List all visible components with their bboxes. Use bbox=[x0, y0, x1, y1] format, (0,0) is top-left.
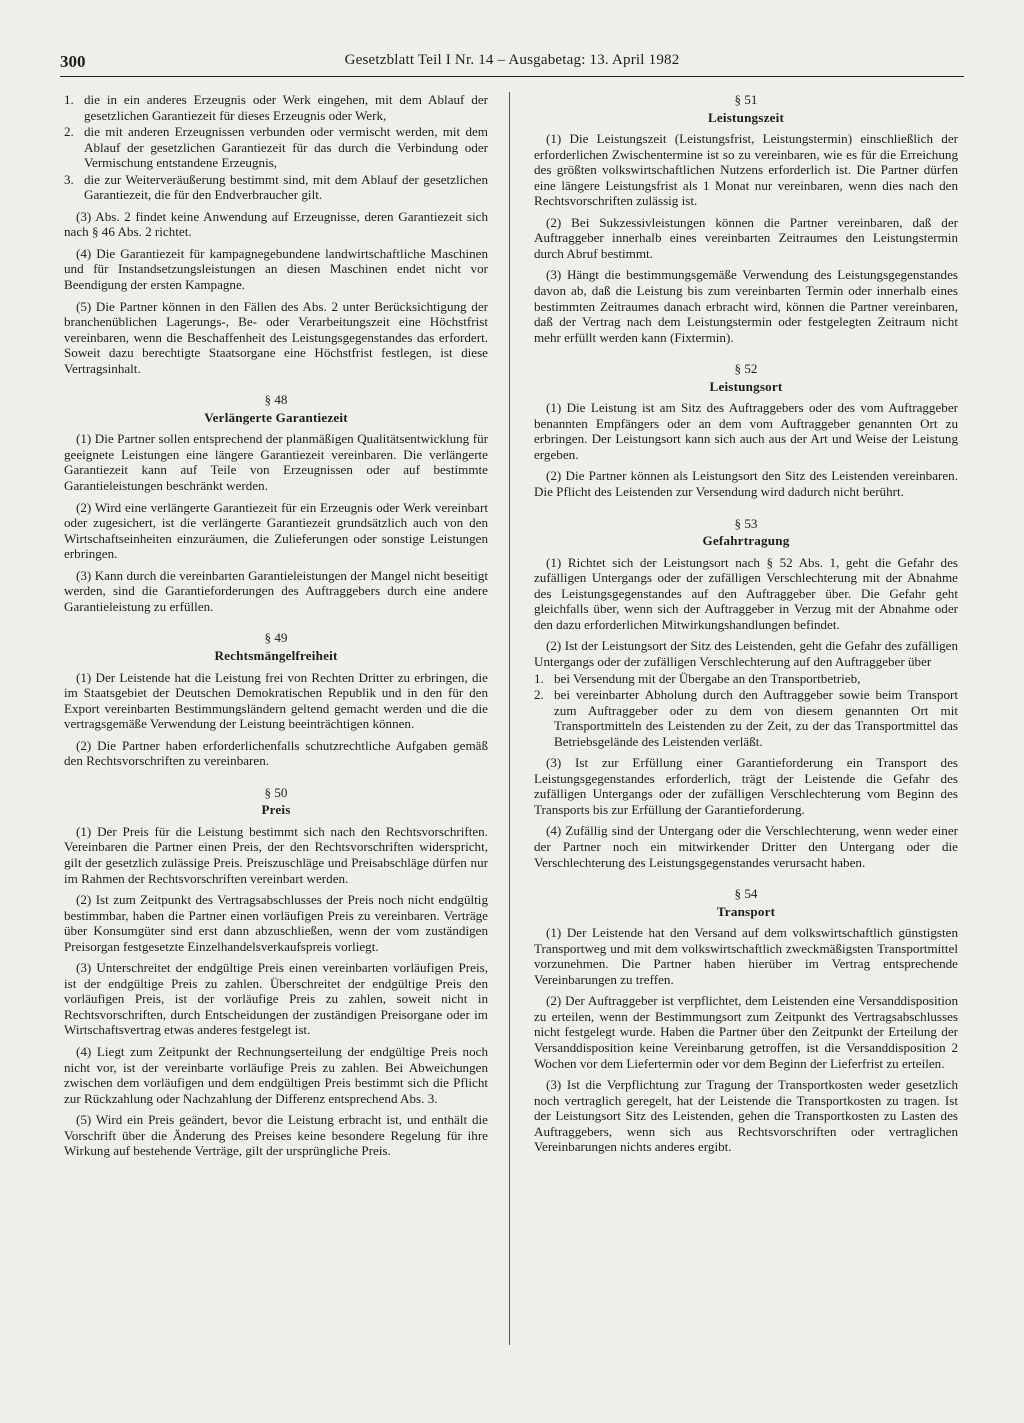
list-item bbox=[534, 671, 958, 687]
paragraph: (3) Hängt die bestimmungsgemäße Verwendung des Leistungsgegenstandes davon ab, daß die Leistung bis zum vereinbarten Termin oder innerhalb eines bestimmten Zeitraumes danach erbracht wird, können die Partner vereinbaren, daß der Vertrag nach dem Leistungstermin oder festgelegten Zeitraum nicht mehr erfüllt werden kann (Fixtermin). bbox=[534, 267, 958, 345]
section-title: Gefahrtragung bbox=[702, 533, 790, 549]
paragraph: (5) Wird ein Preis geändert, bevor die Leistung erbracht ist, und enthält die Vorschrift über die Änderung des Preises keine besondere Regelung für ihre Wirkung auf bestehende Verträge, gilt der ursprüngliche Preis. bbox=[64, 1112, 488, 1159]
section-number: § 48 bbox=[264, 392, 288, 408]
paragraph: (3) Ist zur Erfüllung einer Garantieforderung ein Transport des Leistungsgegenstandes erforderlich, trägt der Leistende die Gefahr des zufälligen Untergangs oder der zufälligen Verschlechterung vom Beginn des Transports bis zur Erfüllung der Garantieforderung. bbox=[534, 755, 958, 817]
right-column bbox=[534, 92, 958, 1161]
list-item bbox=[64, 92, 488, 123]
paragraph: (2) Ist zum Zeitpunkt des Vertragsabschlusses der Preis noch nicht endgültig bestimmbar, haben die Partner einen vorläufigen Preis zu vereinbaren. Verträge über Konsumgüter sind erst dann abzuschließen, wenn der vom zuständigen Preisorgan festgesetzte Einzelhandelsverkaufspreis vorliegt. bbox=[64, 892, 488, 954]
list-number: 2. bbox=[534, 687, 544, 703]
list-item bbox=[534, 687, 958, 749]
paragraph: (1) Der Leistende hat die Leistung frei von Rechten Dritter zu erbringen, die im Staatsgebiet der Deutschen Demokratischen Republik und in den für den Export vereinbarten Bestimmungsländern geltend gemacht werden und die die vertragsgemäße Verwendung der Leistung beeinträchtigen können. bbox=[64, 669, 488, 732]
section-number: § 54 bbox=[734, 886, 758, 902]
section-title: Rechtsmängelfreiheit bbox=[214, 647, 338, 663]
list-text: die in ein anderes Erzeugnis oder Werk eingehen, mit dem Ablauf der gesetzlichen Garantiezeit für dieses Erzeugnis oder Werk, bbox=[84, 92, 488, 123]
paragraph: (1) Richtet sich der Leistungsort nach § 52 Abs. 1, geht die Gefahr des zufälligen Untergangs oder der zufälligen Verschlechterung mit der Abnahme des Leistungsgegenstandes auf den Auftraggeber über. Die Gefahr geht gleichfalls über, wenn sich der Auftraggeber in Verzug mit der Abnahme oder den dazu erforderlichen Mitwirkungshandlungen befindet. bbox=[534, 554, 958, 632]
list-item bbox=[64, 124, 488, 171]
paragraph: (4) Zufällig sind der Untergang oder die Verschlechterung, wenn weder einer der Partner noch ein mitwirkender Dritter den Untergang oder die Verschlechterung des Leistungsgegenstandes verursacht haben. bbox=[534, 823, 958, 870]
page-number: 300 bbox=[60, 52, 86, 71]
paragraph: (5) Die Partner können in den Fällen des Abs. 2 unter Berücksichtigung der branchenüblichen Lagerungs-, Be- oder Verarbeitungszeit eine Höchstfrist vereinbaren, wenn die Beschaffenheit des Leistungsgegenstandes das erfordert. Soweit dazu berechtigte Staatsorgane eine Höchstfrist festlegen, ist diese Vertragsinhalt. bbox=[64, 298, 488, 376]
paragraph: (3) Kann durch die vereinbarten Garantieleistungen der Mangel nicht beseitigt werden, sind die Garantieforderungen des Auftraggebers durch eine andere Garantieleistung zu erfüllen. bbox=[64, 567, 488, 614]
list-number: 1. bbox=[64, 92, 74, 107]
section-number: § 51 bbox=[734, 92, 758, 107]
paragraph: (2) Der Auftraggeber ist verpflichtet, dem Leistenden eine Versanddisposition zu erteilen, wenn der Bestimmungsort zum Zeitpunkt des Vertragsabschlusses nicht festgelegt wurde. Haben die Partner über den Zeitpunkt der Erteilung der Versanddisposition keine Vereinbarung getroffen, ist die Versanddisposition 2 Wochen vor dem Liefertermin oder vor dem Beginn der Lieferfrist zu erteilen. bbox=[534, 993, 958, 1071]
paragraph: (3) Abs. 2 findet keine Anwendung auf Erzeugnisse, deren Garantiezeit sich nach § 46 Abs. 2 richtet. bbox=[64, 208, 488, 240]
paragraph: (2) Ist der Leistungsort der Sitz des Leistenden, geht die Gefahr des zufälligen Untergangs oder der zufälligen Verschlechterung auf den Auftraggeber über bbox=[534, 638, 958, 669]
paragraph: (2) Die Partner haben erforderlichenfalls schutzrechtliche Aufgaben gemäß den Rechtsvorschriften zu vereinbaren. bbox=[64, 737, 488, 769]
section-title: Leistungsort bbox=[709, 378, 783, 394]
paragraph: (1) Der Leistende hat den Versand auf dem volkswirtschaftlich günstigsten Transportweg und mit dem volkswirtschaftlich zweckmäßigsten Transportmittel vorzunehmen. Die Partner haben hierüber im Vertrag entsprechende Vereinbarungen zu treffen. bbox=[534, 925, 958, 987]
paragraph: (1) Die Leistungszeit (Leistungsfrist, Leistungstermin) einschließlich der erforderlichen Zwischentermine ist so zu vereinbaren, wie es für die Erreichung des größten volkswirtschaftlichen Nutzens erforderlich ist. Die Partner dürfen eine längere Leistungsfrist als 1 Monat nur vereinbaren, wenn dies nach den Rechtsvorschriften zulässig ist. bbox=[534, 131, 958, 209]
page-header bbox=[60, 52, 964, 74]
list-text: die mit anderen Erzeugnissen verbunden oder vermischt werden, mit dem Ablauf der gesetzlichen Garantiezeit für das durch die Verbindung oder Vermischung entstandene Erzeugnis, bbox=[84, 124, 488, 171]
list-text: die zur Weiterveräußerung bestimmt sind, mit dem Ablauf der gesetzlichen Garantiezeit, die für den Endverbraucher gilt. bbox=[84, 171, 488, 203]
paragraph: (2) Die Partner können als Leistungsort den Sitz des Leistenden vereinbaren. Die Pflicht des Leistenden zur Versendung wird dadurch nicht berührt. bbox=[534, 468, 958, 500]
paragraph: (1) Die Leistung ist am Sitz des Auftraggebers oder des vom Auftraggeber benannten Empfängers oder an dem vom Auftraggeber genannten Ort zu erbringen. Der Leistungsort kann sich auch aus der Art und Weise der Leistung ergeben. bbox=[534, 400, 958, 462]
paragraph: (1) Der Preis für die Leistung bestimmt sich nach den Rechtsvorschriften. Vereinbaren die Partner einen Preis, der den Rechtsvorschriften widerspricht, gilt der gesetzlich zulässige Preis. Preiszuschläge und Preisabschläge dürfen nur im Rahmen der Rechtsvorschriften vereinbart werden. bbox=[64, 823, 488, 886]
paragraph: (2) Wird eine verlängerte Garantiezeit für ein Erzeugnis oder Werk vereinbart oder zugesichert, ist die verlängerte Garantiezeit grundsätzlich auch von den Wirtschaftseinheiten einzuräumen, die Zulieferungen oder sonstige Leistungen erbringen. bbox=[64, 499, 488, 562]
left-column bbox=[64, 92, 488, 1165]
paragraph: (4) Die Garantiezeit für kampagnegebundene landwirtschaftliche Maschinen und für Instandsetzungsleistungen an diesen Maschinen endet nicht vor Beendigung der ersten Kampagne. bbox=[64, 245, 488, 293]
list-text: bei Versendung mit der Übergabe an den Transportbetrieb, bbox=[554, 670, 861, 686]
section-number: § 53 bbox=[734, 515, 758, 531]
gazette-title: Gesetzblatt Teil I Nr. 14 – Ausgabetag: 13. April 1982 bbox=[344, 52, 680, 68]
section-title: Verlängerte Garantiezeit bbox=[204, 409, 348, 425]
paragraph: (3) Unterschreitet der endgültige Preis einen vereinbarten vorläufigen Preis, ist der endgültige Preis zu zahlen. Überschreitet der endgültige Preis den vorläufigen Preis, ist der vorläufige Preis zu zahlen, soweit nicht in Rechtsvorschriften, durch Entscheidungen der zuständigen Preisorgane oder im Wirtschaftsvertrag etwas anderes festgelegt ist. bbox=[64, 960, 488, 1038]
list-number: 2. bbox=[64, 124, 74, 140]
list-number: 3. bbox=[64, 171, 74, 187]
paragraph: (4) Liegt zum Zeitpunkt der Rechnungserteilung der endgültige Preis noch nicht vor, ist der vereinbarte vorläufige Preis zu zahlen. Bei Abweichungen zwischen dem vorläufigen und dem endgültigen Preis bestimmt sich die Pflicht zur Rückzahlung oder Nachzahlung der Differenz entsprechend Abs. 3. bbox=[64, 1043, 488, 1106]
section-number: § 49 bbox=[264, 630, 288, 646]
section-number: § 52 bbox=[734, 361, 758, 377]
list-item bbox=[64, 172, 488, 203]
paragraph: (3) Ist die Verpflichtung zur Tragung der Transportkosten weder gesetzlich noch vertraglich geregelt, hat der Leistende die Transportkosten zu tragen. Ist der Leistungsort Sitz des Leistenden, gehen die Transportkosten zu Lasten des Auftraggebers, wenn sich aus Rechtsvorschriften oder vertraglichen Vereinbarungen nichts anderes ergibt. bbox=[534, 1077, 958, 1155]
paragraph: (2) Bei Sukzessivleistungen können die Partner vereinbaren, daß der Auftraggeber innerhalb eines vereinbarten Zeitraumes den Leistungstermin durch Abruf bestimmt. bbox=[534, 214, 958, 261]
section-number: § 50 bbox=[264, 784, 288, 800]
column-divider bbox=[509, 92, 510, 1345]
section-title: Leistungszeit bbox=[707, 109, 785, 125]
section-title: Preis bbox=[261, 802, 291, 818]
list-text: bei vereinbarter Abholung durch den Auftraggeber sowie beim Transport zum Auftraggeber oder zu dem von diesem genannten Ort mit Transportmitteln des Leistenden zu der Zeit, zu der das Transportmittel das Betriebsgelände des Leistenden verläßt. bbox=[554, 687, 958, 749]
paragraph: (1) Die Partner sollen entsprechend der planmäßigen Qualitätsentwicklung für geeignete Leistungen eine längere Garantiezeit vereinbaren. Die verlängerte Garantiezeit kann auf Teile von Erzeugnissen oder auf bestimmte Garantieleistungen beschränkt werden. bbox=[64, 431, 488, 494]
header-rule bbox=[60, 76, 964, 77]
section-title: Transport bbox=[716, 903, 776, 919]
list-number: 1. bbox=[534, 670, 544, 686]
